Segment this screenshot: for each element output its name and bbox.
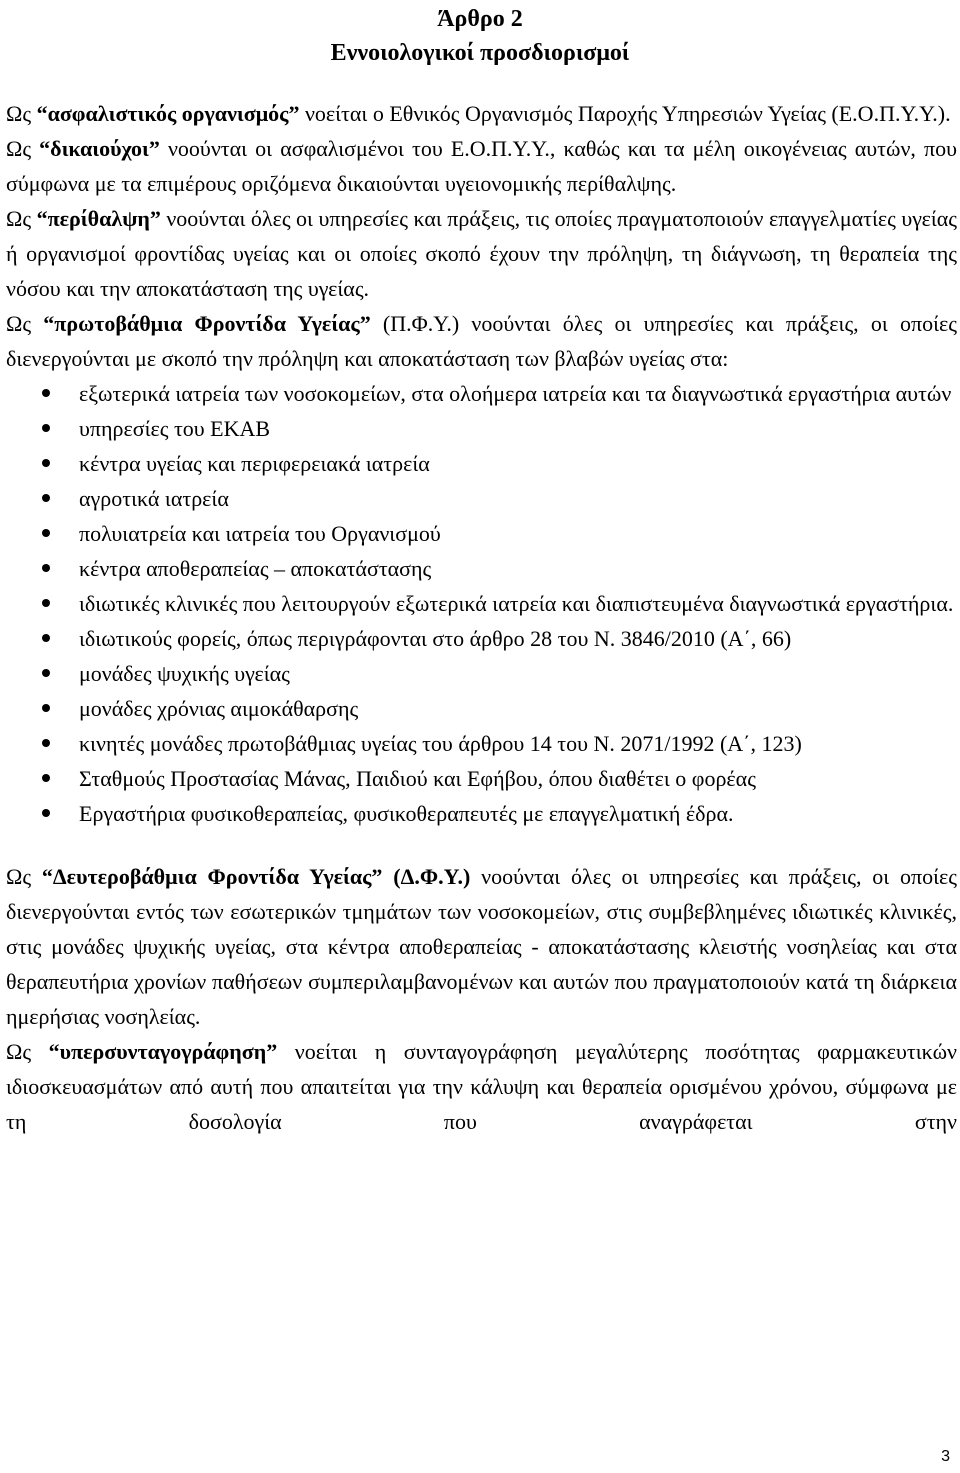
- document-body: [6, 96, 957, 1139]
- term-insurer: “ασφαλιστικός οργανισμός”: [36, 101, 300, 126]
- article-heading: Άρθρο 2: [437, 6, 523, 32]
- bullet-icon: [42, 599, 50, 607]
- bullet-icon: [42, 634, 50, 642]
- term-secondary-care: “Δευτεροβάθμια Φροντίδα Υγείας” (Δ.Φ.Υ.): [41, 864, 471, 889]
- list-item: αγροτικά ιατρεία: [6, 481, 957, 516]
- list-item: Εργαστήρια φυσικοθεραπείας, φυσικοθεραπευτές με επαγγελματική έδρα.: [6, 796, 957, 831]
- definition-care: Ως “περίθαλψη” νοούνται όλες οι υπηρεσίες και πράξεις, τις οποίες πραγματοποιούν επαγγελματίες υγείας ή οργανισμοί φροντίδας υγείας και οι οποίες σκοπό έχουν την πρόληψη, τη διάγνωση, τη θεραπεία της νόσου και την αποκατάσταση της υγείας.: [6, 206, 957, 301]
- definition-beneficiaries: Ως “δικαιούχοι” νοούνται οι ασφαλισμένοι του Ε.Ο.Π.Υ.Υ., καθώς και τα μέλη οικογένειας αυτών, που σύμφωνα με τα επιμέρους οριζόμενα δικαιούνται υγειονομικής περίθαλψης.: [6, 136, 957, 196]
- term-care: “περίθαλψη”: [36, 206, 161, 231]
- bullet-icon: [42, 704, 50, 712]
- list-item: πολυιατρεία και ιατρεία του Οργανισμού: [6, 516, 957, 551]
- term-overprescription: “υπερσυνταγογράφηση”: [48, 1039, 278, 1064]
- bullet-icon: [42, 564, 50, 572]
- list-item: ιδιωτικές κλινικές που λειτουργούν εξωτερικά ιατρεία και διαπιστευμένα διαγνωστικά εργαστήρια.: [6, 586, 957, 621]
- bullet-icon: [42, 424, 50, 432]
- page-number: 3: [941, 1448, 950, 1465]
- list-item: κινητές μονάδες πρωτοβάθμιας υγείας του άρθρου 14 του Ν. 2071/1992 (Α΄, 123): [6, 726, 957, 761]
- list-item: κέντρα αποθεραπείας – αποκατάστασης: [6, 551, 957, 586]
- definition-primary-care: Ως “πρωτοβάθμια Φροντίδα Υγείας” (Π.Φ.Υ.) νοούνται όλες οι υπηρεσίες και πράξεις, οι οποίες διενεργούνται με σκοπό την πρόληψη και αποκατάσταση των βλαβών υγείας στα:: [6, 311, 957, 371]
- list-item: Σταθμούς Προστασίας Μάνας, Παιδιού και Εφήβου, όπου διαθέτει ο φορέας: [6, 761, 957, 796]
- bullet-icon: [42, 739, 50, 747]
- list-item: εξωτερικά ιατρεία των νοσοκομείων, στα ολοήμερα ιατρεία και τα διαγνωστικά εργαστήρια αυτών: [6, 376, 957, 411]
- bullet-icon: [42, 669, 50, 677]
- term-primary-care: “πρωτοβάθμια Φροντίδα Υγείας”: [43, 311, 371, 336]
- term-beneficiaries: “δικαιούχοι”: [39, 136, 160, 161]
- bullet-icon: [42, 459, 50, 467]
- definition-overprescription: Ως “υπερσυνταγογράφηση” νοείται η συνταγογράφηση μεγαλύτερης ποσότητας φαρμακευτικών ιδιοσκευασμάτων από αυτή που απαιτείται για την κάλυψη και θεραπεία ορισμένου χρόνου, σύμφωνα με τη δοσολογία που αναγράφεται στην: [6, 1039, 957, 1134]
- section-subtitle: Εννοιολογικοί προσδιορισμοί: [330, 40, 630, 66]
- bullet-icon: [42, 774, 50, 782]
- list-item: κέντρα υγείας και περιφερειακά ιατρεία: [6, 446, 957, 481]
- bullet-icon: [42, 389, 50, 397]
- list-item: ιδιωτικούς φορείς, όπως περιγράφονται στο άρθρο 28 του Ν. 3846/2010 (Α΄, 66): [6, 621, 957, 656]
- bullet-icon: [42, 809, 50, 817]
- paragraph-spacer: [6, 831, 957, 859]
- definition-secondary-care: Ως “Δευτεροβάθμια Φροντίδα Υγείας” (Δ.Φ.Υ.) νοούνται όλες οι υπηρεσίες και πράξεις, οι οποίες διενεργούνται εντός των εσωτερικών τμημάτων των νοσοκομείων, στις συμβεβλημένες ιδιωτικές κλινικές, στις μονάδες ψυχικής υγείας, στα κέντρα αποθεραπείας - αποκατάστασης κλειστής νοσηλείας και στα θεραπευτήρια χρονίων παθήσεων συμπεριλαμβανομένων και αυτών που πραγματοποιούν κατά τη διάρκεια ημερήσιας νοσηλείας.: [6, 864, 957, 1029]
- bullet-icon: [42, 529, 50, 537]
- definition-insurer: Ως “ασφαλιστικός οργανισμός” νοείται ο Εθνικός Οργανισμός Παροχής Υπηρεσιών Υγείας (Ε.Ο.Π.Υ.Υ.).: [6, 101, 951, 126]
- list-item: μονάδες χρόνιας αιμοκάθαρσης: [6, 691, 957, 726]
- primary-care-list: [6, 376, 957, 831]
- bullet-icon: [42, 494, 50, 502]
- list-item: υπηρεσίες του ΕΚΑΒ: [6, 411, 957, 446]
- list-item: μονάδες ψυχικής υγείας: [6, 656, 957, 691]
